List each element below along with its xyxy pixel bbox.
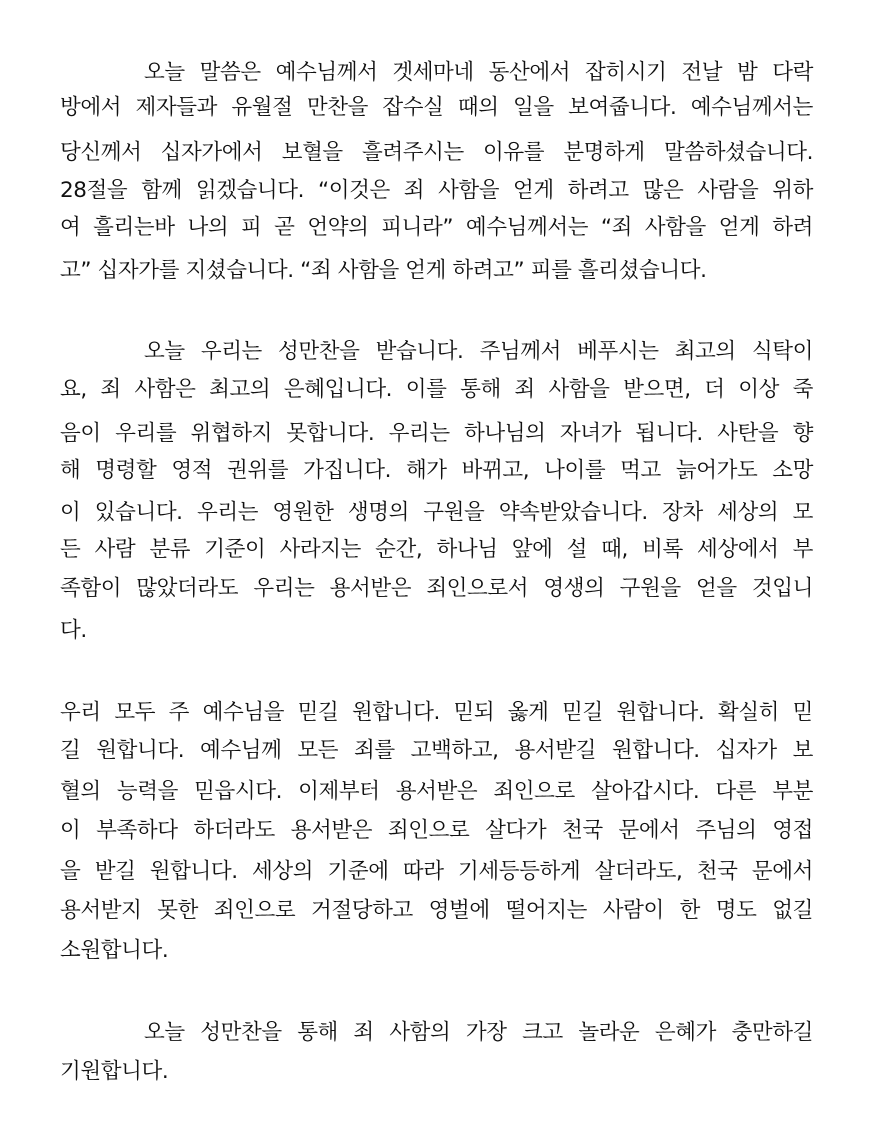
text-line: 을 받길 원합니다. 세상의 기준에 따라 기세등등하게 살더라도, 천국 문에서 (60, 859, 813, 884)
text-line: 기원합니다. (60, 1059, 169, 1084)
text-line: 소원합니다. (60, 938, 169, 963)
text-line: 길 원합니다. 예수님께 모든 죄를 고백하고, 용서받길 원합니다. 십자가 보 (60, 738, 813, 763)
text-line: 당신께서 십자가에서 보혈을 흘려주시는 이유를 분명하게 말씀하셨습니다. (60, 140, 813, 165)
text-line: 음이 우리를 위협하지 못합니다. 우리는 하나님의 자녀가 됩니다. 사탄을 향 (60, 421, 813, 446)
text-line: 요, 죄 사함은 최고의 은혜입니다. 이를 통해 죄 사함을 받으면, 더 이상 죽 (60, 377, 813, 402)
text-line: 여 흘리는바 나의 피 곧 언약의 피니라” 예수님께서는 “죄 사함을 얻게 하려 (60, 215, 813, 240)
text-line: 족함이 많았더라도 우리는 용서받은 죄인으로서 영생의 구원을 얻을 것입니 (60, 576, 813, 601)
text-line: 방에서 제자들과 유월절 만찬을 잡수실 때의 일을 보여줍니다. 예수님께서는 (60, 95, 813, 120)
text-line: 고” 십자가를 지셨습니다. “죄 사함을 얻게 하려고” 피를 흘리셨습니다. (60, 258, 707, 283)
text-line: 용서받지 못한 죄인으로 거절당하고 영벌에 떨어지는 사람이 한 명도 없길 (60, 898, 813, 923)
text-line: 다. (60, 618, 87, 643)
text-line: 혈의 능력을 믿읍시다. 이제부터 용서받은 죄인으로 살아갑시다. 다른 부분 (60, 779, 813, 804)
text-line: 오늘 말씀은 예수님께서 겟세마네 동산에서 잡히시기 전날 밤 다락 (144, 60, 813, 85)
text-line: 우리 모두 주 예수님을 믿길 원합니다. 믿되 옳게 믿길 원합니다. 확실히 믿 (60, 700, 813, 725)
text-line: 28절을 함께 읽겠습니다. “이것은 죄 사함을 얻게 하려고 많은 사람을 위하 (60, 178, 813, 203)
text-line: 이 부족하다 하더라도 용서받은 죄인으로 살다가 천국 문에서 주님의 영접 (60, 818, 813, 843)
text-line: 든 사람 분류 기준이 사라지는 순간, 하나님 앞에 설 때, 비록 세상에서 부 (60, 537, 813, 562)
text-line: 이 있습니다. 우리는 영원한 생명의 구원을 약속받았습니다. 장차 세상의 모 (60, 500, 813, 525)
text-line: 해 명령할 영적 권위를 가집니다. 해가 바뀌고, 나이를 먹고 늙어가도 소망 (60, 458, 813, 483)
text-line: 오늘 성만찬을 통해 죄 사함의 가장 크고 놀라운 은혜가 충만하길 (144, 1020, 813, 1045)
text-line: 오늘 우리는 성만찬을 받습니다. 주님께서 베푸시는 최고의 식탁이 (144, 339, 813, 364)
